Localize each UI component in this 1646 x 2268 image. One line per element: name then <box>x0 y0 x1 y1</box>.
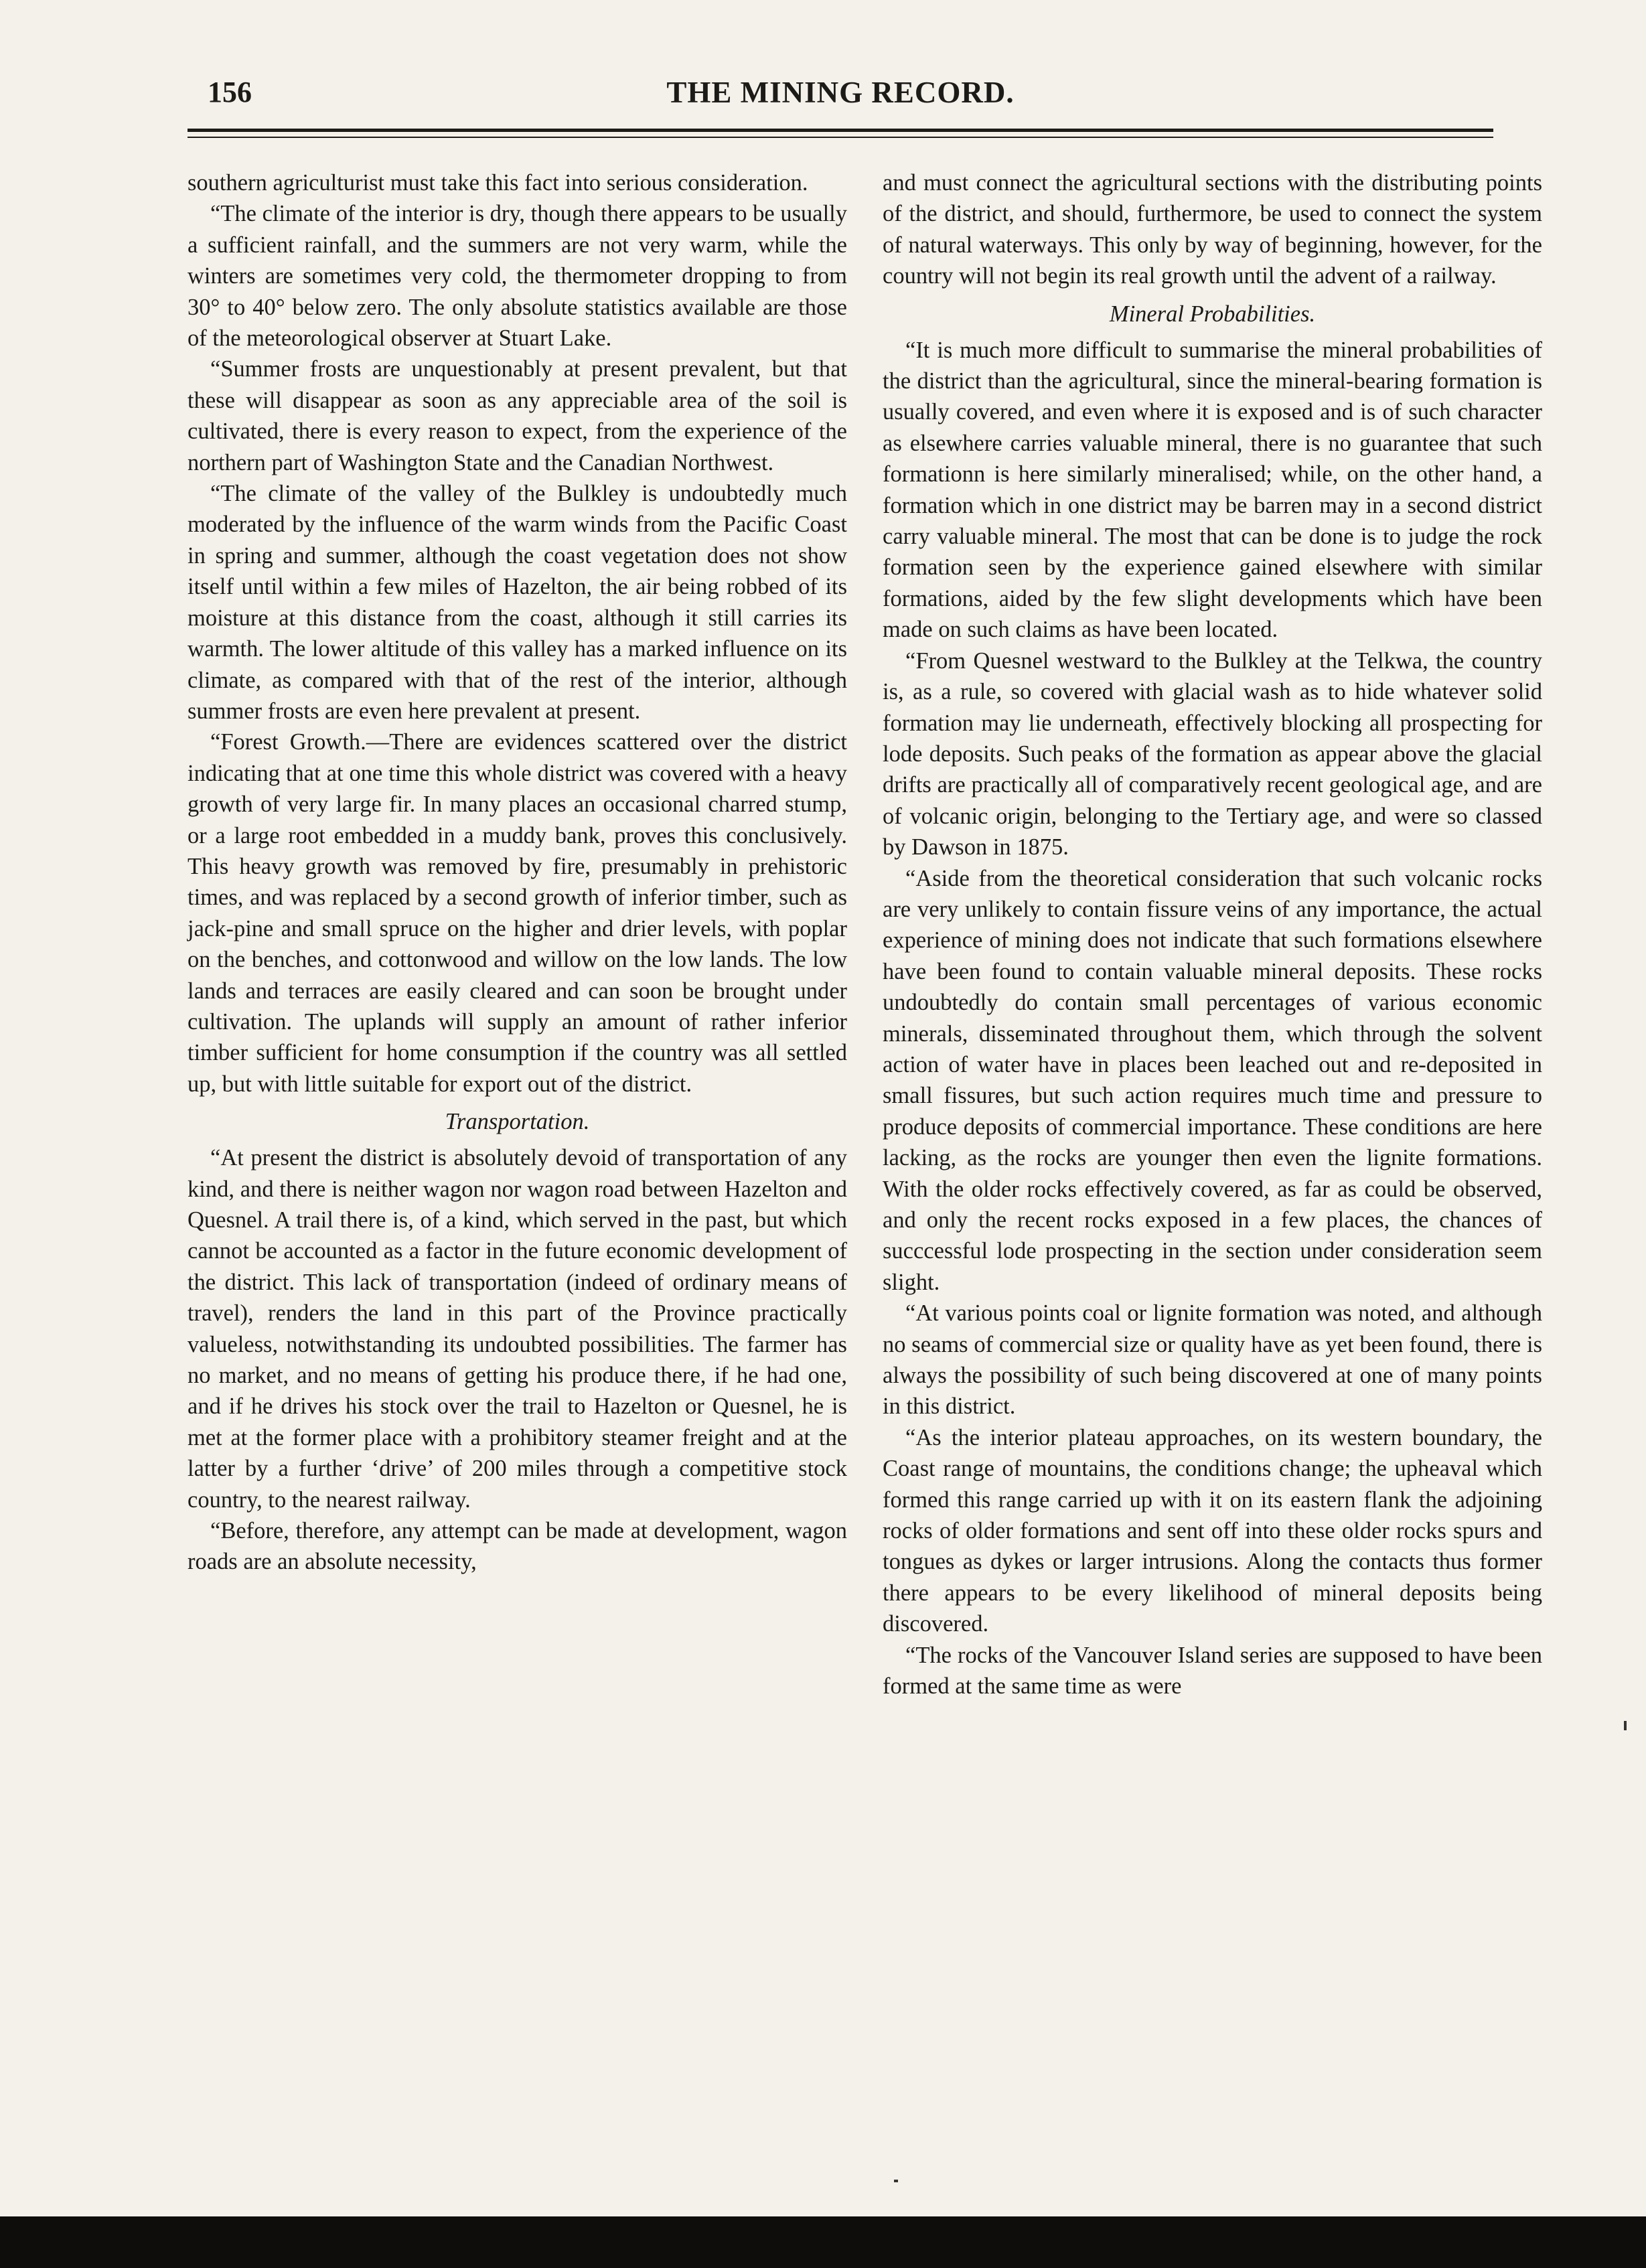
header-rule <box>188 129 1493 132</box>
paragraph: “At present the district is absolutely devoid of transportation of any kind, and there is neither wagon nor wagon road between Hazelton and Quesnel. A trail there is, of a kind, which served in the past, but which cannot be accounted as a factor in the future economic development of the district. This lack of transportation (indeed of ordinary means of travel), renders the land in this part of the Province practically valueless, notwithstanding its undoubted possibilities. The farmer has no market, and no means of getting his produce there, if he had one, and if he drives his stock over the trail to Hazelton or Quesnel, he is met at the former place with a prohibitory steamer freight and at the latter by a further ‘drive’ of 200 miles through a competitive stock country, to the nearest railway. <box>188 1145 847 1513</box>
page-header <box>188 75 1493 122</box>
paragraph: “From Quesnel westward to the Bulkley at the Telkwa, the country is, as a rule, so covered with glacial wash as to hide whatever solid formation may lie underneath, effectively blocking all prospecting for lode deposits. Such peaks of the formation as appear above the glacial drifts are practically all of comparatively recent geological age, and are of volcanic origin, belonging to the Tertiary age, and were so classed by Dawson in 1875. <box>883 648 1542 860</box>
journal-title: THE MINING RECORD. <box>666 76 1015 109</box>
paragraph: “Aside from the theoretical consideration that such volcanic rocks are very unlikely to contain fissure veins of any importance, the actual experience of mining does not indicate that such formations elsewhere have been found to contain valuable mineral deposits. These rocks undoubtedly do contain small percentages of various economic minerals, disseminated throughout them, which through the solvent action of water have in places been leached out and re-deposited in small fissures, but such action requires much time and pressure to produce deposits of commercial importance. These conditions are here lacking, as the rocks are younger then even the lignite formations. With the older rocks effectively covered, as far as could be observed, and only the recent rocks exposed in a few places, the chances of succcessful lode prospecting in the section under consideration seem slight. <box>883 865 1542 1295</box>
paragraph: “The rocks of the Vancouver Island series are supposed to have been formed at the same time as were <box>883 1642 1542 1699</box>
paragraph: “The climate of the valley of the Bulkley is undoubtedly much moderated by the influence of the warm winds from the Pacific Coast in spring and summer, although the coast vegetation does not show itself until within a few miles of Hazelton, the air being robbed of its moisture at this distance from the coast, although it still carries its warmth. The lower altitude of this valley has a marked influence on its climate, as compared with that of the rest of the interior, although summer frosts are even here prevalent at present. <box>188 481 847 724</box>
scan-mark <box>894 2180 898 2182</box>
page-bottom-edge <box>0 2216 1646 2268</box>
section-heading: Transportation. <box>445 1109 590 1135</box>
paragraph: “Summer frosts are unquestionably at present prevalent, but that these will disappear as soon as any appreciable area of the soil is cultivated, there is every reason to expect, from the experience of the northern part of Washington State and the Canadian Northwest. <box>188 356 847 475</box>
section-heading: Mineral Probabilities. <box>1109 301 1316 327</box>
left-column <box>188 167 847 2176</box>
paragraph: southern agriculturist must take this fact into serious consideration. <box>188 170 808 196</box>
header-rule-thin <box>188 137 1493 138</box>
paragraph: “The climate of the interior is dry, though there appears to be usually a sufficient rainfall, and the summers are not very warm, while the winters are sometimes very cold, the thermometer dropping to from 30° to 40° below zero. The only absolute statistics available are those of the meteorological observer at Stuart Lake. <box>188 201 847 352</box>
paragraph: “It is much more difficult to summarise the mineral probabilities of the district than the agricultural, since the mineral-bearing formation is usually covered, and even where it is exposed and is of such character as elsewhere carries valuable mineral, there is no guarantee that such formationn is here similarly mineralised; while, on the other hand, a formation which in one district may be barren may in a second district carry valuable mineral. The most that can be done is to judge the rock formation seen by the experience gained elsewhere with similar formations, aided by the few slight developments which have been made on such claims as have been located. <box>883 337 1542 643</box>
paragraph: “Before, therefore, any attempt can be made at development, wagon roads are an absolute necessity, <box>188 1518 847 1575</box>
paragraph: “Forest Growth.—There are evidences scattered over the district indicating that at one time this whole district was covered with a heavy growth of very large fir. In many places an occasional charred stump, or a large root embedded in a muddy bank, proves this conclusively. This heavy growth was removed by fire, presumably in prehistoric times, and was replaced by a second growth of inferior timber, such as jack-pine and small spruce on the higher and drier levels, with poplar on the benches, and cottonwood and willow on the low lands. The low lands and terraces are easily cleared and can soon be brought under cultivation. The uplands will supply an amount of rather inferior timber sufficient for home consumption if the country was all settled up, but with little suitable for export out of the district. <box>188 729 847 1097</box>
right-column <box>883 167 1542 2176</box>
paragraph: and must connect the agricultural sections with the distributing points of the district, and should, furthermore, be used to connect the system of natural waterways. This only by way of beginning, however, for the country will not begin its real growth until the advent of a railway. <box>883 170 1542 289</box>
page-number: 156 <box>208 76 252 108</box>
paragraph: “As the interior plateau approaches, on its western boundary, the Coast range of mountains, the conditions change; the upheaval which formed this range carried up with it on its eastern flank the adjoining rocks of older formations and sent off into these older rocks spurs and tongues as dykes or larger intrusions. Along the contacts thus former there appears to be every likelihood of mineral deposits being discovered. <box>883 1424 1542 1637</box>
scan-mark <box>1624 1721 1627 1730</box>
paragraph: “At various points coal or lignite formation was noted, and although no seams of commercial size or quality have as yet been found, there is always the possibility of such being discovered at one of many points in this district. <box>883 1300 1542 1420</box>
